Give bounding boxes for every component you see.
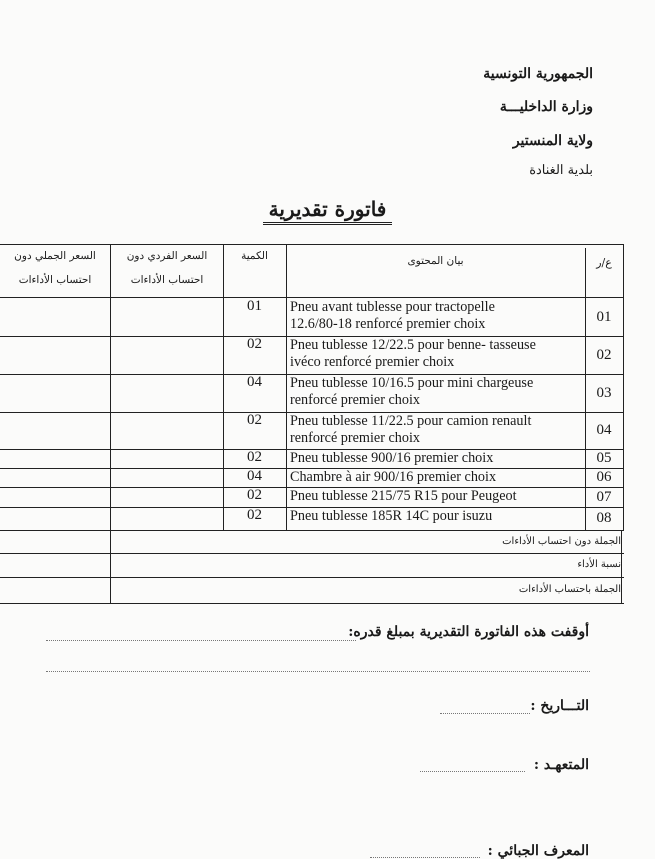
row-description bbox=[287, 413, 585, 449]
summary-total-ttc: الجملة باحتساب الأداءات bbox=[518, 584, 621, 595]
row-description bbox=[287, 299, 585, 336]
row-description bbox=[287, 450, 585, 468]
col-header-unit-price-2: احتساب الأداءات bbox=[130, 274, 204, 286]
supplier-label: المتعهـد : bbox=[533, 757, 589, 773]
grid-line bbox=[0, 577, 624, 578]
row-quantity: 02 bbox=[247, 412, 262, 428]
date-label: التـــاريخ : bbox=[530, 698, 589, 714]
tax-id-line bbox=[370, 857, 480, 858]
row-description bbox=[287, 508, 585, 530]
row-description-line: Chambre à air 900/16 premier choix bbox=[290, 469, 497, 485]
summary-tax-rate: نسبة الأداء bbox=[577, 559, 621, 570]
row-number: 01 bbox=[596, 309, 612, 325]
row-description bbox=[287, 488, 585, 507]
row-quantity: 02 bbox=[247, 449, 262, 465]
row-description-line: Pneu tublesse 185R 14C pour isuzu bbox=[290, 508, 493, 524]
row-description-line: Pneu tublesse 12/22.5 pour benne- tasseuse bbox=[290, 337, 536, 353]
grid-line bbox=[0, 297, 624, 298]
grid-line bbox=[0, 603, 624, 604]
row-quantity: 02 bbox=[247, 336, 262, 352]
row-description-line: renforcé premier choix bbox=[290, 392, 420, 408]
amount-line-1 bbox=[46, 640, 356, 641]
header-municipality: بلدية الغنادة bbox=[529, 163, 593, 178]
row-number: 08 bbox=[596, 510, 612, 526]
row-quantity: 02 bbox=[247, 487, 262, 503]
row-description-line: 12.6/80-18 renforcé premier choix bbox=[290, 316, 486, 332]
col-header-total-price-2: احتساب الأداءات bbox=[18, 274, 92, 286]
row-quantity: 01 bbox=[247, 298, 262, 314]
col-header-no: ع/ر bbox=[596, 256, 612, 269]
row-description bbox=[287, 375, 585, 412]
supplier-line bbox=[420, 771, 525, 772]
row-number: 07 bbox=[596, 489, 612, 505]
title-wrap bbox=[0, 197, 655, 225]
row-quantity: 04 bbox=[247, 468, 262, 484]
row-description-line: ivéco renforcé premier choix bbox=[290, 354, 455, 370]
header-governorate: ولاية المنستير bbox=[512, 133, 593, 149]
row-description bbox=[287, 469, 585, 487]
tax-id-label: المعرف الجبائي : bbox=[487, 843, 589, 859]
row-number: 05 bbox=[596, 450, 612, 466]
header-republic: الجمهورية التونسية bbox=[483, 66, 593, 82]
row-description-line: Pneu avant tublesse pour tractopelle bbox=[290, 299, 495, 315]
grid-line bbox=[0, 244, 624, 245]
col-header-quantity: الكمية bbox=[241, 250, 268, 262]
document-title: فاتورة تقديرية bbox=[263, 197, 393, 225]
row-description-line: Pneu tublesse 900/16 premier choix bbox=[290, 450, 494, 466]
row-number: 04 bbox=[596, 422, 612, 438]
row-description-line: Pneu tublesse 11/22.5 pour camion renault bbox=[290, 413, 532, 429]
summary-total-ht: الجملة دون احتساب الأداءات bbox=[502, 536, 621, 547]
amount-label: أوقفت هذه الفاتورة التقديرية بمبلغ قدره: bbox=[348, 624, 589, 640]
row-number: 06 bbox=[596, 469, 612, 485]
row-description-line: Pneu tublesse 10/16.5 pour mini chargeuse bbox=[290, 375, 534, 391]
row-quantity: 04 bbox=[247, 374, 262, 390]
row-description-line: Pneu tublesse 215/75 R15 pour Peugeot bbox=[290, 488, 517, 504]
row-number: 03 bbox=[596, 385, 612, 401]
row-description bbox=[287, 337, 585, 374]
amount-line-2 bbox=[46, 671, 590, 672]
col-header-description: بيان المحتوى bbox=[407, 255, 464, 267]
date-line bbox=[440, 713, 530, 714]
col-header-unit-price-1: السعر الفردي دون bbox=[126, 250, 208, 262]
header-ministry: وزارة الداخليـــة bbox=[499, 99, 593, 115]
row-number: 02 bbox=[596, 347, 612, 363]
grid-line bbox=[623, 244, 624, 531]
row-description-line: renforcé premier choix bbox=[290, 430, 420, 446]
col-header-total-price-1: السعر الجملي دون bbox=[14, 250, 96, 262]
row-quantity: 02 bbox=[247, 507, 262, 523]
